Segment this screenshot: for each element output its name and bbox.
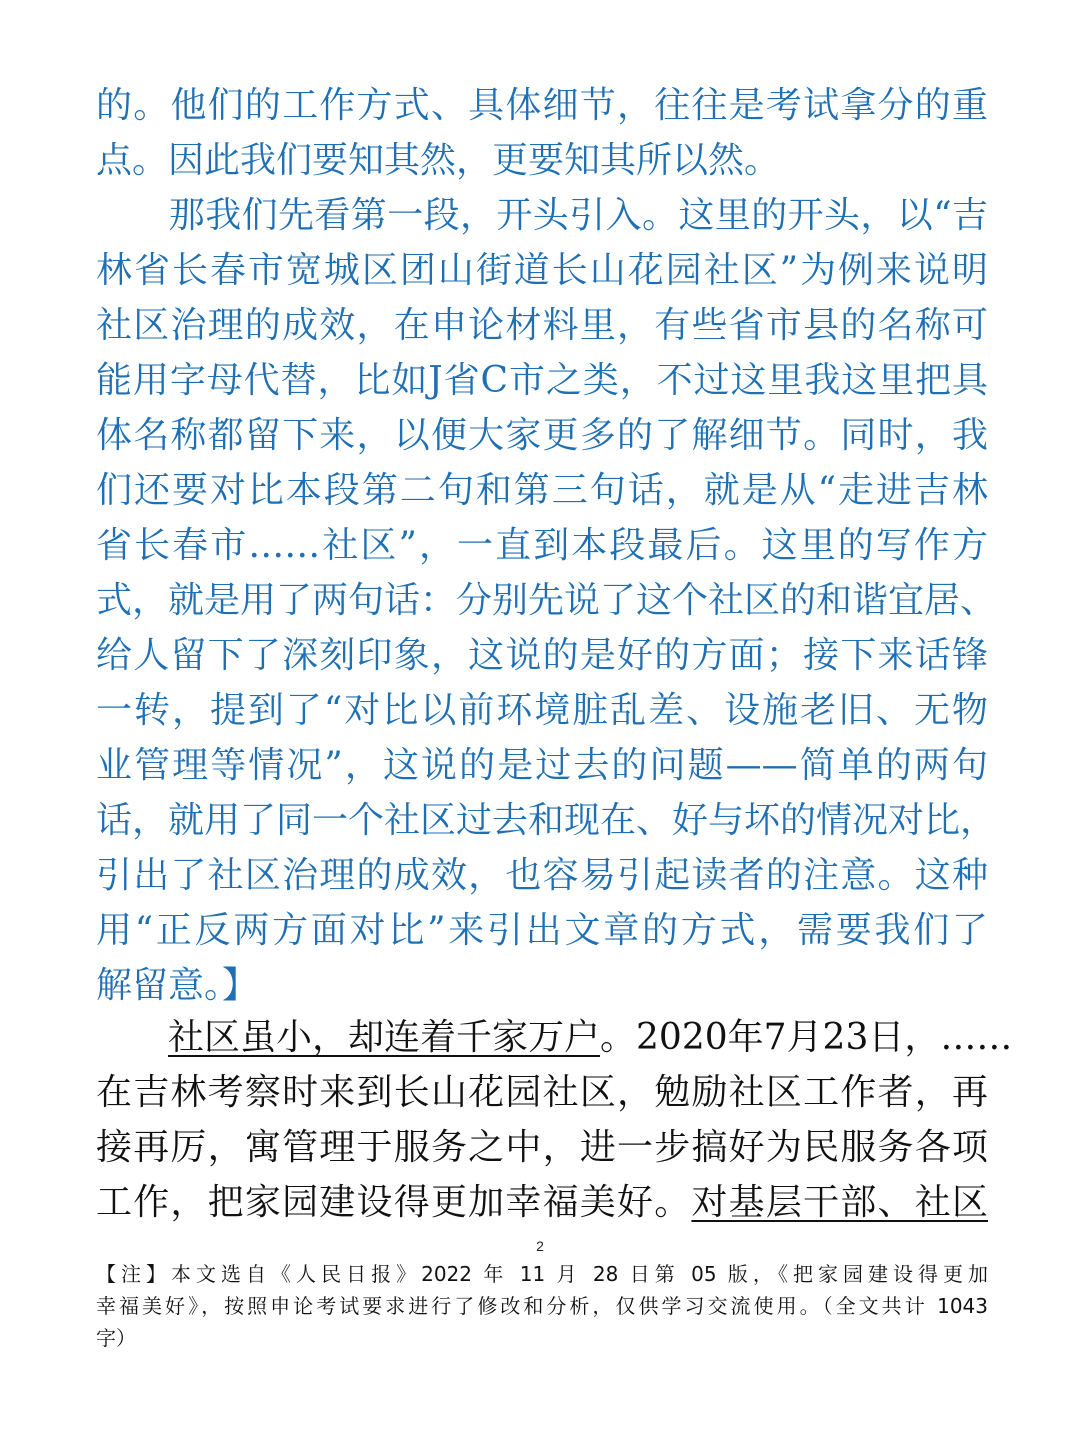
footnote-line: 字） <box>96 1326 136 1350</box>
analysis-line: 话，就用了同一个社区过去和现在、好与坏的情况对比， <box>96 800 997 841</box>
analysis-line: 能用字母代替，比如J省C市之类，不过这里我这里把具 <box>96 360 988 401</box>
page-number: 2 <box>536 1238 544 1254</box>
analysis-line: 省长春市……社区”，一直到本段最后。这里的写作方 <box>96 525 988 566</box>
analysis-line: 那我们先看第一段，开头引入。这里的开头，以“吉 <box>96 195 988 236</box>
article-body <box>96 1010 1013 1230</box>
analysis-line: 业管理等情况”，这说的是过去的问题——简单的两句 <box>96 745 988 786</box>
article-line: 接再厉，寓管理于服务之中，进一步搞好为民服务各项 <box>96 1127 988 1168</box>
underlined-phrase: 社区虽小，却连着千家万户 <box>168 1017 601 1058</box>
article-text: 工作，把家园建设得更加幸福美好。 <box>96 1182 692 1223</box>
article-text: 。2020年7月23日，…… <box>600 1017 1013 1058</box>
analysis-line: 社区治理的成效，在申论材料里，有些省市县的名称可 <box>96 305 988 346</box>
footnote-line: 【注】本文选自《人民日报》2022 年 11 月 28 日第 05 版，《把家园建设得更加 <box>96 1262 988 1286</box>
article-line <box>96 1175 988 1230</box>
analysis-line: 的。他们的工作方式、具体细节，往往是考试拿分的重 <box>96 85 988 126</box>
footnote <box>96 1258 988 1354</box>
analysis-line: 引出了社区治理的成效，也容易引起读者的注意。这种 <box>96 855 988 896</box>
article-line: 在吉林考察时来到长山花园社区，勉励社区工作者，再 <box>96 1072 988 1113</box>
footnote-line: 幸福美好》，按照申论考试要求进行了修改和分析，仅供学习交流使用。（全文共计 1043 <box>96 1294 988 1318</box>
analysis-line: 们还要对比本段第二句和第三句话，就是从“走进吉林 <box>96 470 988 511</box>
analysis-commentary <box>96 78 997 1013</box>
analysis-line: 给人留下了深刻印象，这说的是好的方面；接下来话锋 <box>96 635 988 676</box>
analysis-line: 解留意。】 <box>96 965 259 1006</box>
analysis-line: 体名称都留下来，以便大家更多的了解细节。同时，我 <box>96 415 988 456</box>
analysis-line: 式，就是用了两句话：分别先说了这个社区的和谐宜居、 <box>96 580 997 621</box>
underlined-phrase: 对基层干部、社区 <box>691 1182 988 1223</box>
indent <box>96 1017 168 1058</box>
analysis-line: 一转，提到了“对比以前环境脏乱差、设施老旧、无物 <box>96 690 988 731</box>
analysis-line: 用“正反两方面对比”来引出文章的方式，需要我们了 <box>96 910 988 951</box>
article-line <box>96 1010 1013 1065</box>
analysis-line: 林省长春市宽城区团山街道长山花园社区”为例来说明 <box>96 250 988 291</box>
analysis-line: 点。因此我们要知其然，更要知其所以然。 <box>96 140 781 181</box>
